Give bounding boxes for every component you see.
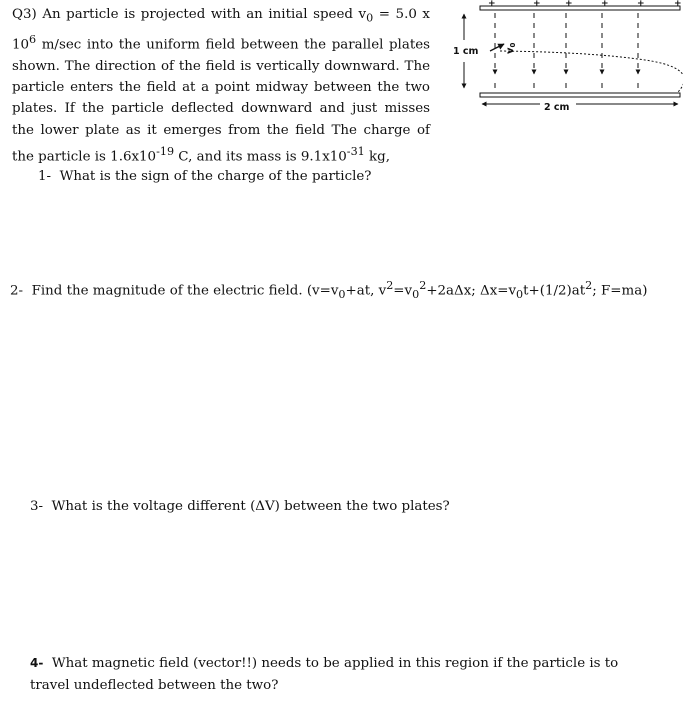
question-3-text: What is the voltage different (ΔV) between the two plates? xyxy=(51,499,450,514)
plus-sign: + xyxy=(601,0,609,9)
parallel-plates-diagram xyxy=(440,0,683,125)
statement-part-4: C, and its mass is 9.1x10 xyxy=(174,149,347,165)
particle-trajectory xyxy=(500,51,683,92)
problem-statement xyxy=(12,4,430,168)
statement-part-3: m/sec into the uniform field between the parallel plates shown. The direction of the field is vertically downward. The particle enters the field at a point midway between the two plates. If the particle deflected downward and just misses the lower plate as it emerges from the field The charge of the particle is 1.6x10 xyxy=(12,37,430,165)
velocity-label: $v_0$ xyxy=(505,42,517,54)
question-1-number: 1- xyxy=(38,169,52,184)
velocity-arrow xyxy=(490,44,504,51)
question-4-text: What magnetic field (vector!!) needs to be applied in this region if the particle is to travel undeflected between the two? xyxy=(30,656,619,693)
question-3 xyxy=(30,496,450,517)
plus-sign: + xyxy=(565,0,573,9)
upper-plate xyxy=(480,6,680,10)
statement-part-5: kg, xyxy=(364,149,390,165)
question-2-number: 2- xyxy=(10,283,24,299)
question-2-text: t+(1/2)at xyxy=(523,283,586,299)
height-label: 1 cm xyxy=(453,46,479,57)
plus-sign: + xyxy=(488,0,496,9)
length-label: 2 cm xyxy=(544,102,570,113)
question-2-text: Find the magnitude of the electric field. (v=v xyxy=(31,283,339,299)
question-2-text: =v xyxy=(393,283,413,299)
plus-sign: + xyxy=(533,0,541,9)
exponent-mass: -31 xyxy=(346,144,365,158)
statement-part-1: An particle is projected with an initial speed v xyxy=(42,7,367,22)
plus-sign: + xyxy=(637,0,645,9)
question-2-text: ; F=ma) xyxy=(592,283,648,299)
question-2-text: +at, v xyxy=(345,283,387,299)
question-4 xyxy=(30,653,640,696)
subscript: 0 xyxy=(516,288,524,302)
question-4-number: 4- xyxy=(30,656,44,670)
question-3-number: 3- xyxy=(30,499,44,514)
question-1 xyxy=(38,166,371,187)
plus-sign: + xyxy=(674,0,682,9)
superscript: 2 xyxy=(386,279,394,292)
exponent-6: 6 xyxy=(29,32,37,46)
subscript: 0 xyxy=(412,288,420,302)
problem-label: Q3) xyxy=(12,7,37,22)
question-2-text: +2aΔx; Δx=v xyxy=(426,283,517,299)
v0-subscript: 0 xyxy=(366,11,374,25)
subscript: 0 xyxy=(338,288,346,302)
lower-plate xyxy=(480,93,680,97)
exponent-charge: -19 xyxy=(156,144,175,158)
superscript: 2 xyxy=(419,279,427,292)
statement-part-2: = 5.0 x 10 xyxy=(12,7,430,53)
question-1-text: What is the sign of the charge of the particle? xyxy=(59,169,372,184)
question-2 xyxy=(10,275,647,305)
superscript: 2 xyxy=(585,279,593,292)
